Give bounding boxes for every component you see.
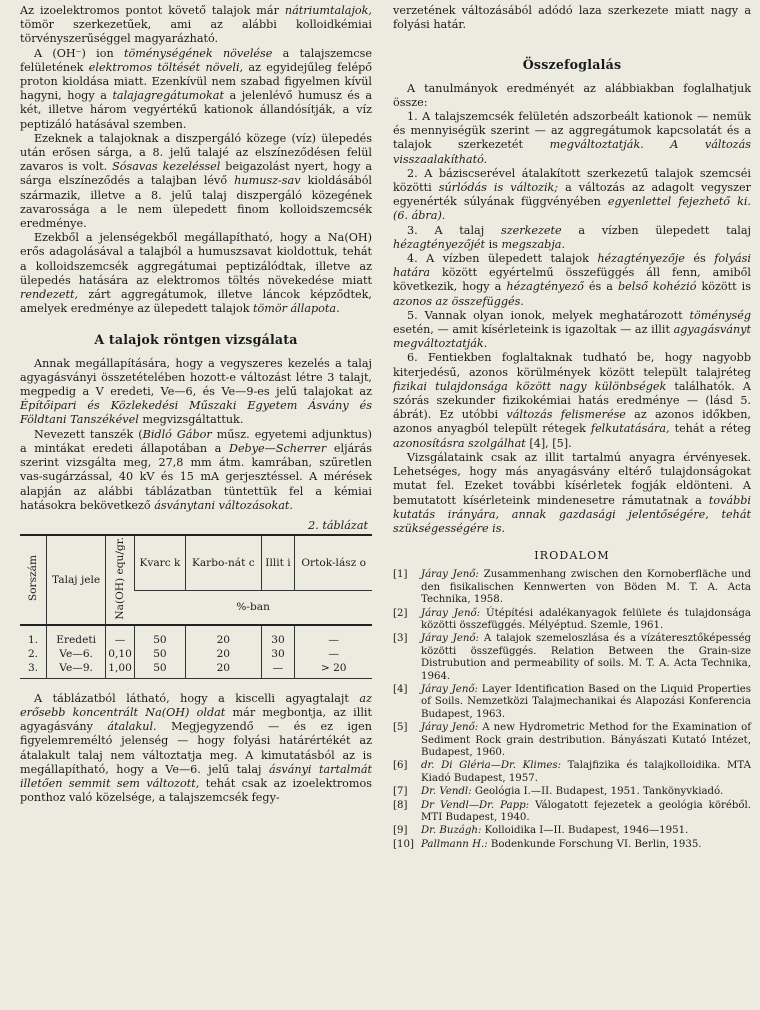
paragraph: Ezekből a jelenségekből megállapítható, hogy a Na(OH) erős adagolásával a talajból a humuszsavat kioldottuk, tehát a kolloidszemcsék aggregátumai peptizálódtak, illetve az ülepedés hatására az elektromos töltés növekedése miatt rendezett, zárt aggregátumok, illetve láncok képződtek, amelyek eredménye az ülepedett talajok tömör állapota. xyxy=(20,231,372,316)
emphasis: Járay Jenő: xyxy=(421,607,481,619)
paragraph: Ezeknek a talajoknak a diszpergáló közege (víz) ülepedés után erősen sárga, a 8. jelű talajé az elszíneződésen felül zavaros is volt. Sósavas kezeléssel beigazolást nyert, hogy a sárga elszíneződés a talajban lévő humusz-sav kioldásából származik, illetve a 8. jelű talaj diszpergáló közegének zavarossága a le nem ülepedett finom kolloidszemcsék eredménye. xyxy=(20,131,373,231)
emphasis: folyási határa xyxy=(393,252,751,280)
paragraph: Nevezett tanszék (Bidló Gábor műsz. egyetemi adjunktus) a mintákat eredeti állapotában a Debye—Scherrer eljárás szerint vizsgálta meg, 27,8 mm átm. kamrában, szűretlen vas-sugárzással, 40 kV és 15 mA gerjesztéssel. A mérések alapján az alábbi táblázatban tüntettük fel a kémiai hatásokra bekövetkező ásványtani változásokat. xyxy=(20,427,372,512)
reference-item: [3] Járay Jenő: A talajok szemeloszlása és a vízáteresztőképesség közötti összefüggés. Relation Between the Grain-size Distrubution and permeability of soils. M. T. A. Acta Technika, 1964. xyxy=(393,633,751,682)
illit-value: 30 xyxy=(261,625,295,647)
row-number: 2. xyxy=(27,647,39,660)
reference-item: [10] Pallmann H.: Bodenkunde Forschung VI. Berlin, 1935. xyxy=(393,838,702,850)
emphasis: hézagtényező xyxy=(506,280,584,294)
sample-id: Ve—6. xyxy=(47,647,106,661)
emphasis: egyenlettel fejezhető ki. (6. ábra). xyxy=(393,195,751,223)
kvarc-value: 50 xyxy=(134,625,185,647)
emphasis: átalakul. xyxy=(107,720,157,734)
reference-number: [5] xyxy=(393,722,408,734)
emphasis: Dr Vendl—Dr. Papp: xyxy=(421,799,530,811)
kvarc-value: 50 xyxy=(134,661,185,679)
emphasis: Sósavas kezeléssel xyxy=(112,160,221,174)
right-column xyxy=(393,4,751,852)
col-header-karbonat: Karbo-nát c xyxy=(186,535,261,591)
emphasis: súrlódás is változik; xyxy=(438,181,559,195)
summary-item: 4. A vízben ülepedett talajok hézagtényezője és folyási határa között egyértelmű összefüggés áll fenn, amiből következik, hogy a hézagtényező és a belső kohézió között is azonos az összefüggés. xyxy=(393,252,751,308)
emphasis: Járay Jenő: xyxy=(421,633,479,645)
emphasis: fizikai tulajdonsága között nagy különbségek xyxy=(393,379,667,393)
emphasis: ásványtani változásokat. xyxy=(154,498,293,512)
emphasis: megszabja. xyxy=(501,237,566,251)
col-header-illit: Illit i xyxy=(261,535,295,591)
emphasis: töménységének növelése xyxy=(123,46,273,60)
karbonat-value: 20 xyxy=(186,661,261,679)
summary-item: 3. A talaj szerkezete a vízben ülepedett talaj hézagtényezőjét is megszabja. xyxy=(393,223,751,251)
sample-id: Ve—9. xyxy=(47,661,106,679)
paragraph: Annak megállapítására, hogy a vegyszeres kezelés a talaj agyagásványi összetételében hozott-e változást létre 3 talajt, megpedig a V eredeti, Ve—6, és Ve—9-es jelű talajokat az Építőipari és Közlekedési Műszaki Egyetem Ásvány és Földtani Tanszékével megvizsgáltattuk. xyxy=(20,356,372,427)
reference-item: [9] Dr. Buzágh: Kolloidika I—II. Budapest, 1946—1951. xyxy=(393,825,689,837)
emphasis: Dr. Vendl: xyxy=(421,786,472,798)
reference-number: [9] xyxy=(393,825,408,837)
col-header-ortoklasz: Ortok-lász o xyxy=(295,535,372,591)
reference-item: [6] dr. Di Gléria—Dr. Klimes: Talajfizika és talajkolloidika. MTA Kiadó Budapest, 1957. xyxy=(393,760,751,784)
table-caption: 2. táblázat xyxy=(308,518,368,532)
kvarc-value: 50 xyxy=(134,647,185,661)
reference-item: [7] Dr. Vendl: Geológia I.—II. Budapest, 1951. Tankönyvkiadó. xyxy=(393,786,724,798)
emphasis: dr. Di Gléria—Dr. Klimes: xyxy=(421,760,562,772)
emphasis: agyagásványt megváltoztatják. xyxy=(393,323,751,351)
emphasis: az erősebb koncentrált Na(OH) oldat xyxy=(20,691,372,719)
karbonat-value: 20 xyxy=(186,625,261,647)
table-row xyxy=(20,661,372,679)
naoh-value: — xyxy=(106,625,135,647)
table-row xyxy=(20,625,372,647)
emphasis: belső kohézió xyxy=(618,280,697,294)
reference-item: [5] Járay Jenő: A new Hydrometric Method for the Examination of Sediment Rock grain destribution. Bányászati Kutató Intézet, Budapest, 1960. xyxy=(393,722,751,758)
reference-number: [3] xyxy=(393,633,408,645)
emphasis: hézagtényezője xyxy=(597,252,685,266)
reference-number: [10] xyxy=(393,838,414,850)
summary-item: 2. A báziscserével átalakított szerkezetű talajok szemcséi közötti súrlódás is változik; a változás az adagolt vegyszer egyenérték súlyának függvényében egyenlettel fejezhető ki. (6. ábra). xyxy=(393,166,751,223)
col-header-kvarc: Kvarc k xyxy=(134,535,185,591)
reference-number: [4] xyxy=(393,683,408,695)
table-row xyxy=(20,647,372,661)
section-heading: Összefoglalás xyxy=(522,57,622,73)
emphasis: Járay Jenő: xyxy=(421,722,479,734)
paragraph: Vizsgálataink csak az illit tartalmú anyagra érvényesek. Lehetséges, hogy más anyagásvány eltérő tulajdonságokat mutat fel. Ezeket további kísérletek fogják eldönteni. A bemutatott kísérleteink mindenesetre rámutatnak a további kutatás irányára, annak gazdasági jelentőségére, tehát szükségességére is. xyxy=(393,450,751,535)
col-header-naoh: Na(OH) equ/gr. xyxy=(106,535,135,625)
reference-number: [7] xyxy=(393,786,408,798)
emphasis: Járay Jenő: xyxy=(421,569,479,581)
emphasis: azonos az összefüggés. xyxy=(393,294,524,308)
ortoklasz-value: > 20 xyxy=(295,661,372,679)
emphasis: ásványi tartalmát illetően semmit sem változott, xyxy=(20,762,372,790)
emphasis: Járay Jenő: xyxy=(421,683,478,695)
reference-number: [1] xyxy=(393,569,408,581)
emphasis: hézagtényezőjét xyxy=(393,237,486,251)
ortoklasz-value: — xyxy=(295,647,372,661)
emphasis: rendezett, xyxy=(20,288,79,302)
paragraph: verzetének változásából adódó laza szerkezete miatt nagy a folyási határ. xyxy=(393,4,751,32)
paragraph: Az izoelektromos pontot követő talajok már nátriumtalajok, tömör szerkezetűek, ami az alábbi kolloidkémiai törvényszerűséggel magyarázható. xyxy=(20,4,372,46)
paragraph: A (OH⁻) ion töménységének növelése a talajszemcse felületének elektromos töltését növeli, az egyidejűleg felépő proton kioldása miatt. Ezenkívül nem szabad figyelmen kívül hagyni, hogy a talajagregátumokat a jelenlévő humusz és a két, illetve három vegyértékű kationok állandósítják, a víz peptizáló hatásával szemben. xyxy=(20,46,372,131)
emphasis: Dr. Buzágh: xyxy=(421,825,482,837)
unit-header: %-ban xyxy=(134,591,372,625)
emphasis: megváltoztatják. A változás visszaalakítható. xyxy=(393,138,751,166)
reference-number: [6] xyxy=(393,760,408,772)
row-number: 3. xyxy=(20,661,47,679)
emphasis: humusz-sav xyxy=(234,174,301,188)
emphasis: felkutatására, xyxy=(590,422,670,436)
paragraph: A táblázatból látható, hogy a kiscelli agyagtalajt az erősebb koncentrált Na(OH) oldat már megbontja, az illit agyagásvány átalakul. Megjegyzendő — és ez igen figyelemreméltó jelenség — hogy folyási határértékét az átalakult talaj nem változtatja meg. A kimutatásból az is megállapítható, hogy a Ve—6. jelű talaj ásványi tartalmát illetően semmit sem változott, tehát csak az izoelektromos ponthoz való közelsége, a talajszemcsék fegy- xyxy=(20,691,373,805)
summary-item: 5. Vannak olyan ionok, melyek meghatározott töménység esetén, — amit kísérleteink is igazoltak — az illit agyagásványt megváltoztatják. xyxy=(393,308,751,351)
section-heading: A talajok röntgen vizsgálata xyxy=(94,332,298,348)
reference-item: [2] Járay Jenő: Útépítési adalékanyagok felülete és tulajdonsága közötti összefüggés. Mélyéptud. Szemle, 1961. xyxy=(393,607,751,631)
karbonat-value: 20 xyxy=(186,647,261,661)
mineral-table xyxy=(20,534,372,679)
illit-value: — xyxy=(261,661,295,679)
reference-item: [4] Járay Jenő: Layer Identification Based on the Liquid Properties of Soils. Nemzetközi Talajmechanikai és Alapozási Konferencia Budapest, 1963. xyxy=(393,683,751,720)
emphasis: töménység xyxy=(689,308,751,322)
emphasis: elektromos töltését növeli, xyxy=(88,60,244,74)
emphasis: Építőipari és Közlekedési Műszaki Egyetem Ásvány és Földtani Tanszékével xyxy=(20,399,372,427)
emphasis: további kutatás irányára, annak gazdasági jelentőségére, tehát szükségességére is. xyxy=(393,493,751,535)
summary-item: 1. A talajszemcsék felületén adszorbeált kationok — nemük és mennyiségük szerint — az aggregátumok kapcsolatát és a talajok szerkezetét megváltoztatják. A változás visszaalakítható. xyxy=(393,110,751,166)
left-column xyxy=(20,4,372,805)
col-header-jel: Talaj jele xyxy=(47,535,106,625)
reference-item: [8] Dr Vendl—Dr. Papp: Válogatott fejezetek a geológia köréből. MTI Budapest, 1940. xyxy=(393,799,751,824)
emphasis: szerkezete xyxy=(500,223,562,237)
emphasis: Debye—Scherrer xyxy=(228,441,327,455)
emphasis: tömör állapota. xyxy=(253,302,340,316)
naoh-value: 0,10 xyxy=(106,647,135,661)
emphasis: azonosításra szolgálhat xyxy=(393,436,526,450)
summary-item: 6. Fentiekben foglaltaknak tudható be, hogy nagyobb kiterjedésű, azonos körülmények között települt talajréteg fizikai tulajdonsága között nagy különbségek találhatók. A szórás szekunder fizikokémiai hatás eredménye — (lásd 5. ábrát). Ez utóbbi változás felismerése az azonos időkben, azonos anyagból települt rétegek felkutatására, tehát a réteg azonosításra szolgálhat [4], [5]. xyxy=(393,351,752,450)
reference-item: [1] Járay Jenő: Zusammenhang zwischen den Kornoberfläche und den fisikalischen Kennwerten von Böden M. T. A. Acta Technika, 1958. xyxy=(393,569,751,606)
emphasis: Pallmann H.: xyxy=(421,838,488,850)
emphasis: változás felismerése xyxy=(506,408,626,422)
sample-id: Eredeti xyxy=(47,625,106,647)
illit-value: 30 xyxy=(261,647,295,661)
reference-number: [2] xyxy=(393,607,408,619)
table-body xyxy=(20,625,372,679)
ortoklasz-value: — xyxy=(295,625,372,647)
emphasis: talajagregátumokat xyxy=(112,89,224,103)
paragraph: A tanulmányok eredményét az alábbiakban foglalhatjuk össze: xyxy=(393,81,751,109)
row-number: 1. xyxy=(20,625,47,647)
emphasis: nátriumtalajok, xyxy=(284,4,372,17)
references-heading: IRODALOM xyxy=(534,549,610,563)
emphasis: Bidló Gábor xyxy=(142,427,212,441)
reference-number: [8] xyxy=(393,799,408,811)
references-list xyxy=(393,569,751,851)
naoh-value: 1,00 xyxy=(106,661,135,679)
col-header-sorszam: Sorszám xyxy=(20,535,47,625)
